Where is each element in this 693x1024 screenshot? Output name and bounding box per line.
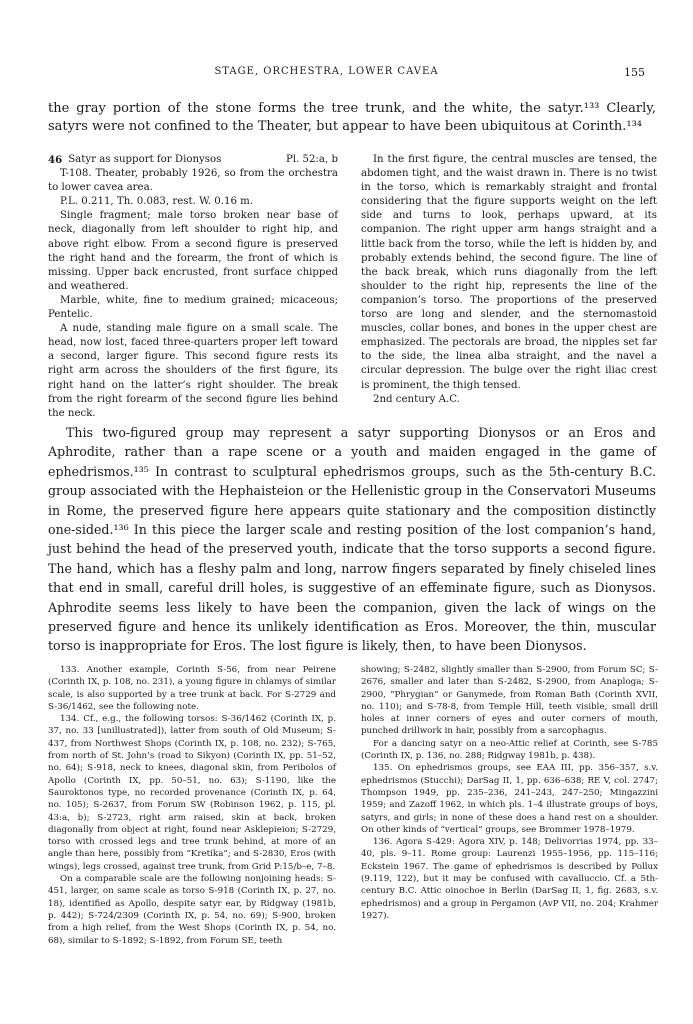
entry-date: 2nd century A.C. [373,393,460,405]
intro-paragraph: the gray portion of the stone forms the tree trunk, and the white, the satyr.¹³³ Clearly, satyrs were not confined to the Theater, but appear to have been ubiquitous at Corinth.¹³⁴ [48,101,656,134]
footnote-continued: showing; S-2482, slightly smaller than S-2900, from Forum SC; S-2676, smaller and later than S-2482, S-2900, from Anaploga; S-2900, “Phrygian” or Ganymede, from Roman Bath (Corinth XVII, no. 110); and S-78-8, from Temple Hill, teeth visible, small drill holes at inner corners of eyes and outer corners of mouth, punched drillwork in hair, possibly from a sarcophagus. [361,665,658,737]
catalogue-entry-right-column [361,153,657,407]
footnotes-left-column [48,664,336,947]
entry-description-continued: In the first figure, the central muscles are tensed, the abdomen tight, and the waist drawn in. There is no twist in the torso, which is remarkably straight and frontal considering that the figure supports weight on the left side and turns to look, perhaps upward, at its companion. The right upper arm hangs straight and a little back from the torso, while the left is hidden by, and probably extends behind, the second figure. The line of the back break, which runs diagonally from the left shoulder to the right hip, represents the line of the companion’s torso. The proportions of the preserved torso are long and slender, and the sternomastoid muscles, collar bones, and bones in the upper chest are emphasized. The pectorals are broad, the nipples set far to the side, the linea alba straight, and the navel a circular depression. The bulge over the right iliac crest is prominent, the thigh tensed. [361,154,657,391]
footnote: 133. Another example, Corinth S-56, from near Peirene (Corinth IX, p. 108, no. 231), a young figure in chlamys of similar scale, is also supported by a tree trunk at back. For S-2729 and S-36/1462, see the following note. [48,665,336,712]
page-header [48,66,645,82]
footnote: 135. On ephedrismos groups, see EAA III, pp. 356–357, s.v. ephedrismos (Stucchi); DarSag II, 1, pp. 636–638; RE V, col. 2747; Thompson 1949, pp. 235–236, 241–243, 247–250; Mingazzini 1959; and Zazoff 1962, in which pls. 1–4 illustrate groups of boys, satyrs, and girls; in none of these does a hand rest on a shoulder. On other kinds of “vertical” groups, see Brommer 1978–1979. [361,763,658,835]
entry-number: 46 [48,154,63,166]
entry-title: Satyr as support for Dionysos [68,154,222,165]
footnote: 134. Cf., e.g., the following torsos: S-36/1462 (Corinth IX, p. 37, no. 33 [unillustrated]), latter from south of Old Museum; S-437, from Northwest Shops (Corinth IX, p. 108, no. 232); S-765, from north of St. John’s (road to Sikyon) (Corinth IX, pp. 51–52, no. 64); S-918, neck to knees, diagonal skin, from Peribolos of Apollo (Corinth IX, pp. 50–51, no. 63); S-1190, like the Sauroktonos type, no recorded provenance (Corinth IX, p. 64, no. 105); S-2637, from Forum SW (Robinson 1962, p. 115, pl. 43:a, b); S-2723, right arm raised, skin at back, broken diagonally from object at right, found near Asklepieion; S-2729, torso with crossed legs and tree trunk behind, at more of an angle than here, possibly from “Kretika”; and S-2830, Eros (with wings), legs crossed, against tree trunk, from Grid P:15/b–e, 7–8. [48,714,336,872]
discussion-paragraph: This two-figured group may represent a satyr supporting Dionysos or an Eros and Aphrodite, rather than a rape scene or a youth and maiden engaged in the game of ephedrismos.¹³⁵ In contrast to sculptural ephedrismos groups, such as the 5th-century B.C. group associated with the Hephaisteion or the Hellenistic group in the Conservatori Museums in Rome, the preserved figure here appears quite stationary and the composition distinctly one-sided.¹³⁶ In this piece the larger scale and resting position of the lost companion’s hand, just behind the head of the preserved youth, indicate that the torso supports a second figure. The hand, which has a fleshy palm and long, narrow fingers separated by finely chiseled lines that end in small, careful drill holes, is suggestive of an effeminate figure, such as Dionysos. Aphrodite seems less likely to have been the companion, given the lack of wings on the preserved figure and hence its unlikely identification as Eros. Moreover, the thin, muscular torso is inappropriate for Eros. The lost figure is likely, then, to have been Dionysos. [48,425,656,654]
entry-plate: Pl. 52:a, b [285,154,338,165]
entry-description: A nude, standing male figure on a small scale. The head, now lost, faced three-quarters proper left toward a second, larger figure. This second figure rests its right arm across the shoulders of the first figure, its right hand on the latter’s right shoulder. The break from the right forearm of the second figure lies behind the neck. [48,323,338,419]
entry-material: Marble, white, fine to medium grained; micaceous; Pentelic. [48,294,338,321]
footnote: For a dancing satyr on a neo-Attic relief at Corinth, see S-785 (Corinth IX, p. 136, no. 288; Ridgway 1981b, p. 438). [361,738,658,762]
page-number: 155 [624,66,645,79]
entry-heading [48,153,338,167]
footnote: On a comparable scale are the following nonjoining heads: S-451, larger, on same scale as torso S-918 (Corinth IX, p. 27, no. 18), identified as Apollo, despite satyr ear, by Ridgway (1981b, p. 442); S-724/2309 (Corinth IX, p. 54, no. 69); S-900, broken from a high relief, from the West Shops (Corinth IX, p. 54, no. 68), similar to S-1892; S-1892, from Forum SE, teeth [48,874,336,946]
entry-provenance: T-108. Theater, probably 1926, so from the orchestra to lower cavea area. [48,168,338,194]
entry-dimensions: P.L. 0.211, Th. 0.083, rest. W. 0.16 m. [60,196,254,208]
catalogue-entry-left-column [48,153,338,421]
footnotes-right-column [361,664,658,922]
entry-condition: Single fragment; male torso broken near base of neck, diagonally from left shoulder to right hip, and above right elbow. From a second figure is preserved the right hand and the forearm, the front of which is missing. Upper back encrusted, front surface chipped and weathered. [48,210,338,292]
footnote: 136. Agora S-429: Agora XIV, p. 148; Delivorrias 1974, pp. 33–40, pls. 9–11. Rome group: Laurenzi 1955–1956, pp. 115–116; Eckstein 1967. The game of ephedrismos is described by Pollux (9.119, 122), but it may be confused with cavalluccio. Cf. a 5th-century B.C. Attic oinochoe in Berlin (DarSag II, 1, fig. 2683, s.v. ephedrismos) and a group in Pergamon (AvP VII, no. 204; Krahmer 1927). [361,837,658,921]
running-head: STAGE, ORCHESTRA, LOWER CAVEA [214,66,439,77]
